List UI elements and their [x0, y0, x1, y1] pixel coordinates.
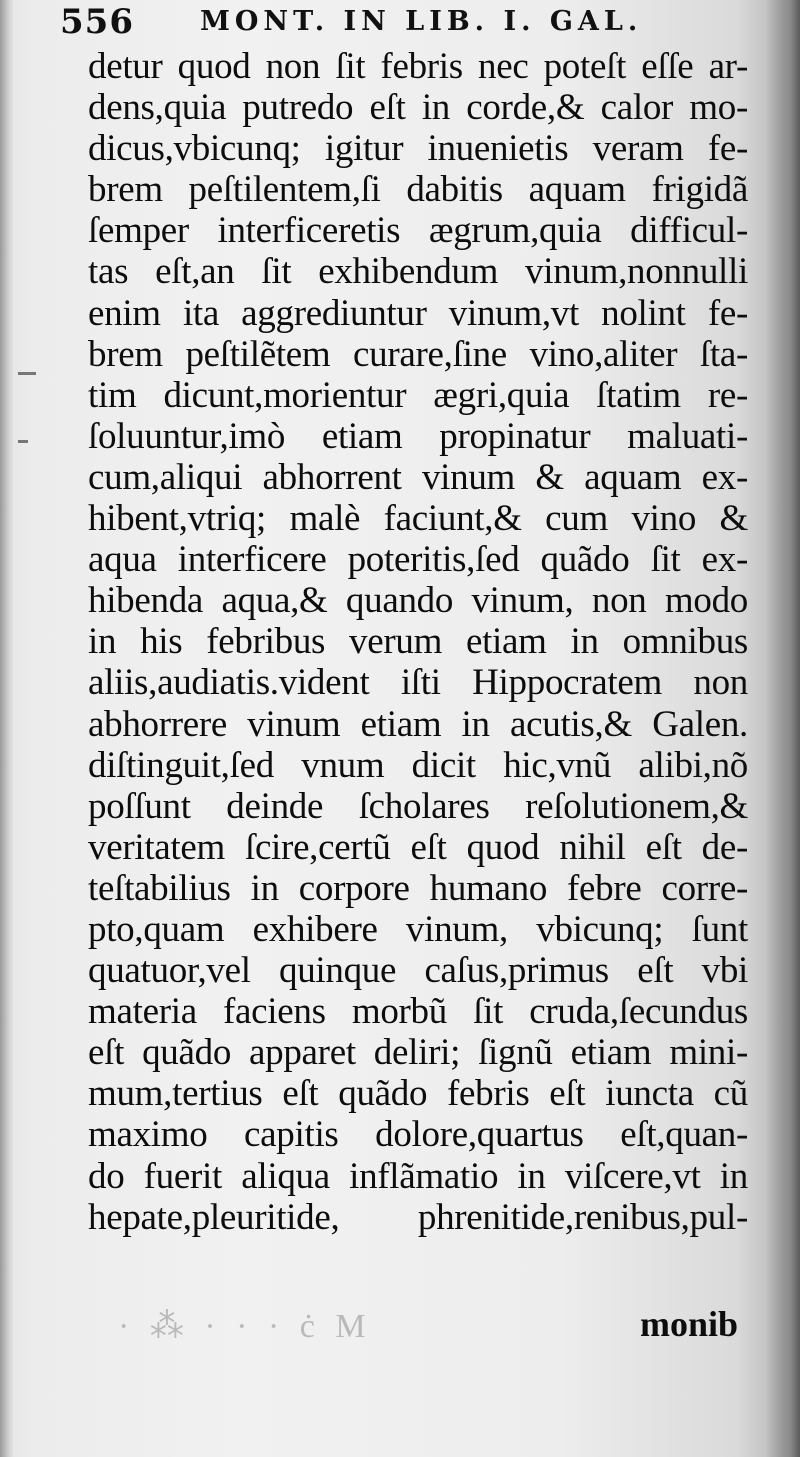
- text-line: aqua interficere poteritis,ſed quãdo ſit ex-: [88, 539, 748, 581]
- text-line: poſſunt deinde ſcholares reſolutionem,&: [88, 785, 748, 827]
- text-line: hibent,vtriq; malè faciunt,& cum vino &: [88, 498, 748, 540]
- text-line: mum,tertius eſt quãdo febris eſt iuncta cũ: [88, 1073, 748, 1115]
- body-text: [88, 46, 748, 1238]
- running-head: MONT. IN LIB. I. GAL.: [200, 6, 643, 37]
- text-line: hibenda aqua,& quando vinum, non modo: [88, 580, 748, 622]
- text-line: brem peſtilentem,ſi dabitis aquam frigidã: [88, 169, 748, 211]
- page-gutter-shadow: [766, 0, 800, 1457]
- text-line: ſemper interficeretis ægrum,quia difficul-: [88, 210, 748, 252]
- text-line: tim dicunt,morientur ægri,quia ſtatim re-: [88, 374, 748, 416]
- text-line: diſtinguit,ſed vnum dicit hic,vnũ alibi,nõ: [88, 744, 748, 786]
- page-header: [60, 2, 750, 42]
- text-line: veritatem ſcire,certũ eſt quod nihil eſt de-: [88, 826, 748, 868]
- text-line: materia faciens morbũ ſit cruda,ſecundus: [88, 991, 748, 1033]
- text-line: abhorrere vinum etiam in acutis,& Galen.: [88, 703, 748, 745]
- margin-mark: [18, 372, 36, 375]
- text-line: brem peſtilẽtem curare,ſine vino,aliter ſta-: [88, 333, 748, 375]
- text-line: hepate,pleuritide, phrenitide,renibus,pul-: [88, 1196, 748, 1238]
- text-line: teſtabilius in corpore humano febre corre-: [88, 867, 748, 909]
- page-left-shadow: [0, 0, 14, 1457]
- text-line: pto,quam exhibere vinum, vbicunq; ſunt: [88, 908, 748, 950]
- text-line: do fuerit aliqua inflãmatio in viſcere,vt in: [88, 1155, 748, 1197]
- text-line: enim ita aggrediuntur vinum,vt nolint fe-: [88, 292, 748, 334]
- catchword: monib: [639, 1304, 738, 1344]
- text-line: detur quod non ſit febris nec poteſt eſſe ar-: [88, 46, 748, 87]
- show-through-ghost-text: · ⁂ · · · ċ M: [118, 1308, 372, 1345]
- text-line: cum,aliqui abhorrent vinum & aquam ex-: [88, 456, 748, 498]
- text-line: dens,quia putredo eſt in corde,& calor mo-: [88, 87, 748, 129]
- text-line: eſt quãdo apparet deliri; ſignũ etiam mini-: [88, 1032, 748, 1074]
- margin-mark: [18, 440, 28, 443]
- text-line: ſoluuntur,imò etiam propinatur maluati-: [88, 415, 748, 457]
- text-line: maximo capitis dolore,quartus eſt,quan-: [88, 1114, 748, 1156]
- text-line: aliis,audiatis.vident iſti Hippocratem non: [88, 662, 748, 704]
- page-number: 556: [60, 2, 134, 42]
- text-line: in his febribus verum etiam in omnibus: [88, 621, 748, 663]
- text-line: tas eſt,an ſit exhibendum vinum,nonnulli: [88, 251, 748, 293]
- text-line: dicus,vbicunq; igitur inuenietis veram fe-: [88, 128, 748, 170]
- text-line: quatuor,vel quinque caſus,primus eſt vbi: [88, 950, 748, 992]
